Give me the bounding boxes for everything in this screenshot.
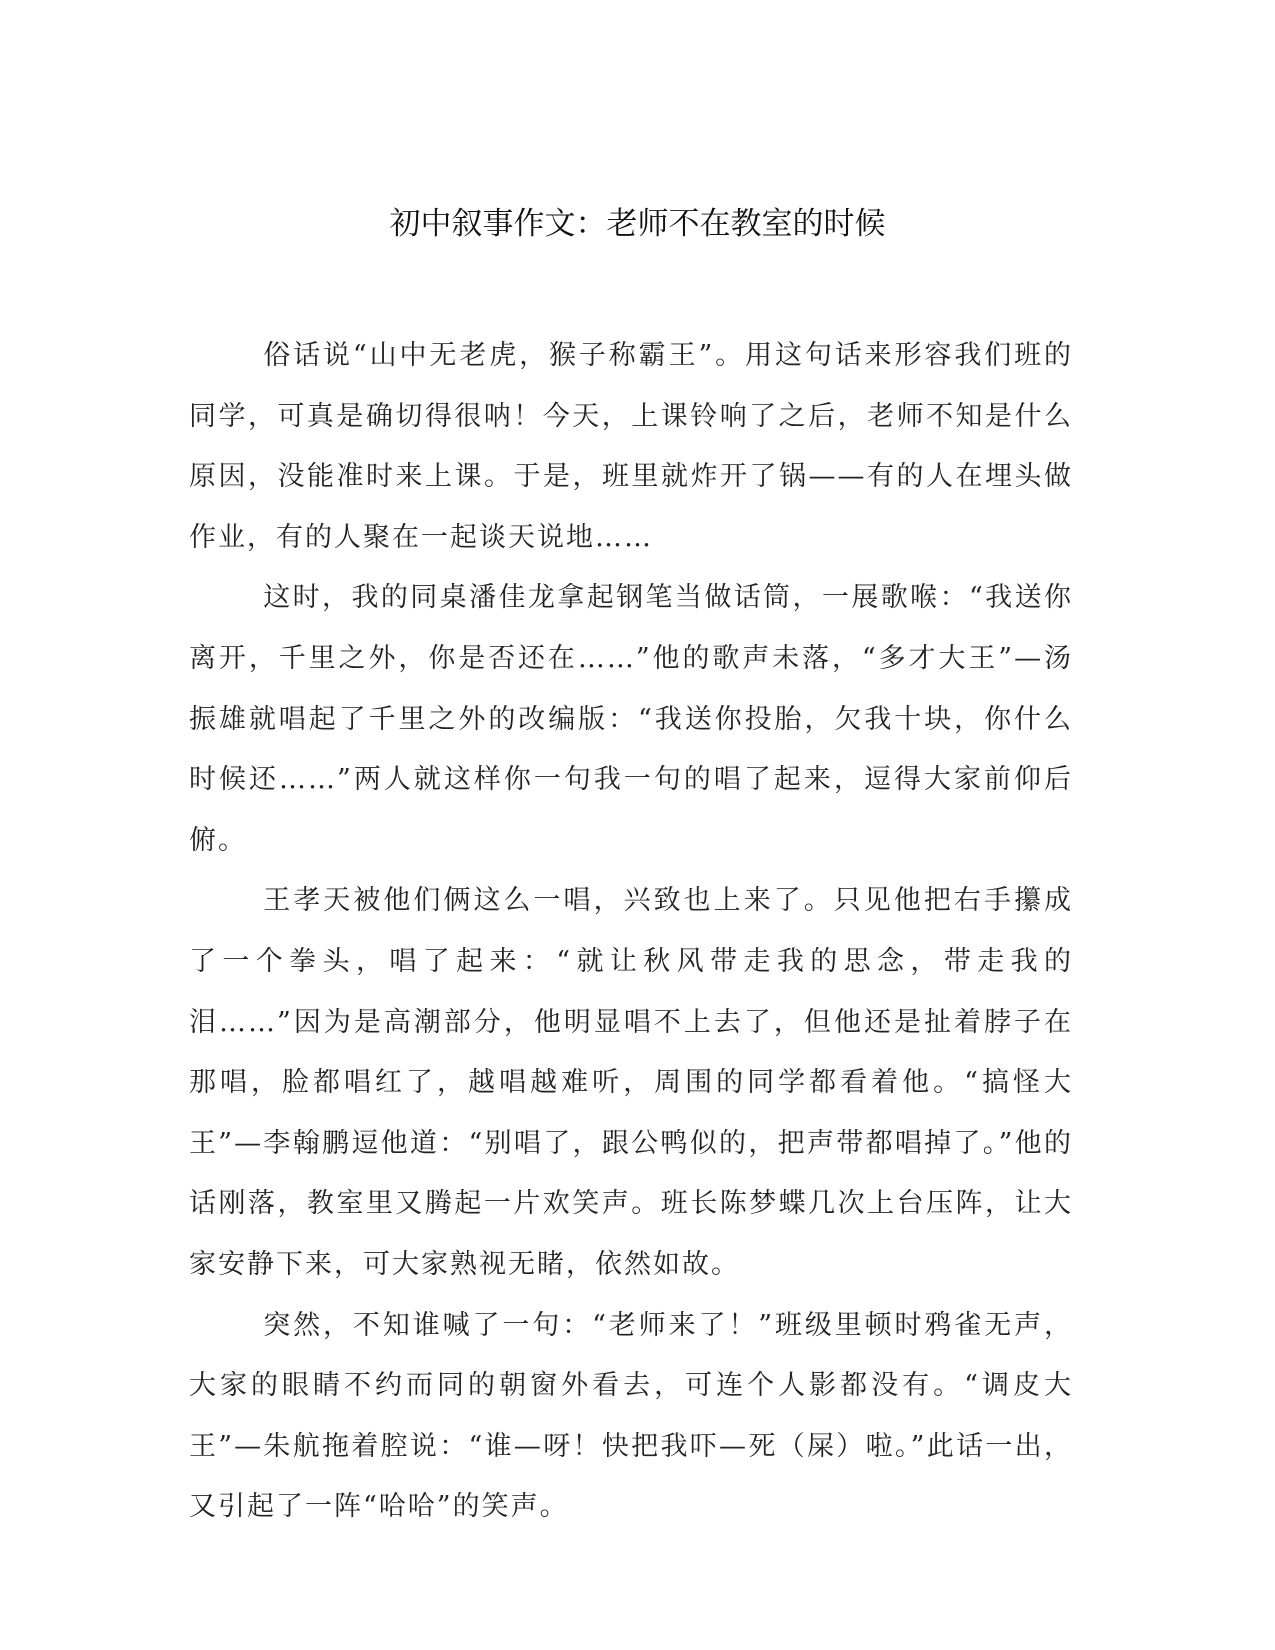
document-body [189,326,1073,1538]
document-title: 初中叙事作文：老师不在教室的时候 [389,206,886,242]
paragraph-3: 王孝天被他们俩这么一唱，兴致也上来了。只见他把右手攥成了一个拳头，唱了起来：“就让秋风带走我的思念，带走我的泪……”因为是高潮部分，他明显唱不上去了，但他还是扯着脖子在那唱，脸都唱红了，越唱越难听，周围的同学都看着他。“搞怪大王”—李翰鹏逗他道：“别唱了，跟公鸭似的，把声带都唱掉了。”他的话刚落，教室里又腾起一片欢笑声。班长陈梦蝶几次上台压阵，让大家安静下来，可大家熟视无睹，依然如故。 [189,885,1073,1280]
paragraph-4: 突然，不知谁喊了一句：“老师来了！”班级里顿时鸦雀无声，大家的眼睛不约而同的朝窗外看去，可连个人影都没有。“调皮大王”—朱航拖着腔说：“谁—呀！快把我吓—死（屎）啦。”此话一出，又引起了一阵“哈哈”的笑声。 [189,1309,1073,1523]
paragraph-1: 俗话说“山中无老虎，猴子称霸王”。用这句话来形容我们班的同学，可真是确切得很呐！今天，上课铃响了之后，老师不知是什么原因，没能准时来上课。于是，班里就炸开了锅——有的人在埋头做作业，有的人聚在一起谈天说地…… [189,340,1073,553]
paragraph-2: 这时，我的同桌潘佳龙拿起钢笔当做话筒，一展歌喉：“我送你离开，千里之外，你是否还在……”他的歌声未落，“多才大王”—汤振雄就唱起了千里之外的改编版：“我送你投胎，欠我十块，你什么时候还……”两人就这样你一句我一句的唱了起来，逗得大家前仰后俯。 [189,582,1073,856]
